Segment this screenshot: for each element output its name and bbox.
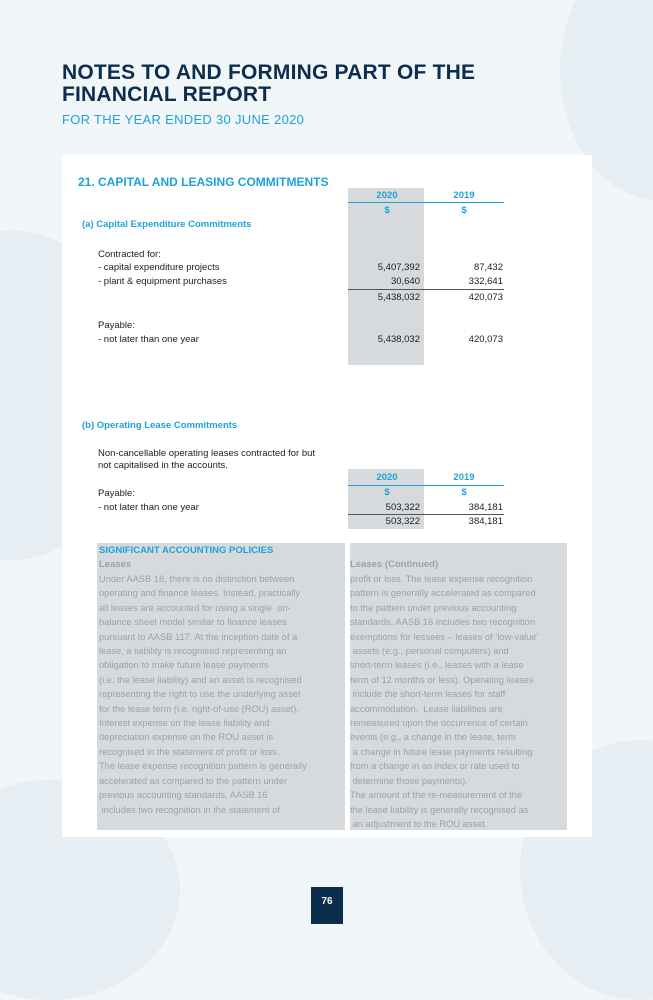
capex-row-label: - plant & equipment purchases — [98, 276, 227, 287]
subtotal-rule — [348, 289, 504, 290]
payable-label: Payable: — [98, 320, 135, 331]
column-header-rule — [348, 202, 504, 203]
capex-row-label: - capital expenditure projects — [98, 262, 220, 273]
lease-description-line-1: Non-cancellable operating leases contracted for but — [98, 448, 316, 459]
column-header-2019: 2019 — [453, 190, 475, 201]
section-title: 21. CAPITAL AND LEASING COMMITMENTS — [78, 175, 329, 189]
policies-left-text: Under AASB 16, there is no distinction between operating and finance leases. Instead, practically all leases are accounted for using a single on- balance sheet model similar to finance leases pursuant to AASB 117. At the inception date of a lease, a liability is recognised representing an obligation to make future lease payments (i.e. the lease liability) and an asset is recognised representing the right to use the underlying asset for the lease term (i.e. right-of-use (ROU) asset). Interest expense on the lease liability and depreciation expense on the ROU asset is recognised in the statement of profit or loss. The lease expense recognition pattern is generally accelerated as compared to the pattern under previous accounting standards. AASB 16 includes two recognition in the statement of — [99, 574, 307, 815]
payable-value-2019: 420,073 — [468, 334, 503, 345]
lease-total-2020: 503,322 — [385, 516, 420, 527]
page-title — [62, 62, 475, 106]
page-title-line-1: NOTES TO AND FORMING PART OF THE — [62, 61, 476, 84]
lease-payable-label: Payable: — [98, 488, 135, 499]
lease-heading: (b) Operating Lease Commitments — [82, 420, 238, 431]
lease-description-line-2: not capitalised in the accounts. — [98, 460, 228, 471]
content-card — [62, 155, 592, 837]
capex-total-2019: 420,073 — [468, 292, 503, 303]
page-number: 76 — [311, 887, 343, 924]
column-header-2019: 2019 — [453, 472, 475, 483]
lease-payable-value-2019: 384,181 — [468, 502, 503, 513]
currency-2020: $ — [384, 487, 390, 498]
lease-payable-row-label: - not later than one year — [98, 502, 199, 513]
page-subtitle: FOR THE YEAR ENDED 30 JUNE 2020 — [62, 112, 305, 127]
policies-right-text: profit or loss. The lease expense recognition pattern is generally accelerated as compared to the pattern under previous accounting standards. AASB 16 includes two recognition exemptions for lessees – leases of ‘low-value’ assets (e.g., personal computers) and short-term leases (i.e., leases with a lease term of 12 months or less). Operating leases include the short-term leases for staff accommodation. Lease liabilities are remeasured upon the occurrence of certain events (e.g., a change in the lease, term a change in future lease payments resulting from a change in an index or rate used to determine those payments). The amount of the re-measurement of the the lease liability is generally recognised as an adjustment to the ROU asset. — [350, 574, 539, 829]
payable-row-label: - not later than one year — [98, 334, 199, 345]
capex-row-value-2020: 5,407,392 — [377, 262, 420, 273]
capex-row-value-2019: 332,641 — [468, 276, 503, 287]
contracted-label: Contracted for: — [98, 249, 161, 260]
currency-2020: $ — [384, 205, 390, 216]
lease-total-2019: 384,181 — [468, 516, 503, 527]
column-header-2020: 2020 — [376, 472, 398, 483]
lease-payable-value-2020: 503,322 — [385, 502, 420, 513]
capex-total-2020: 5,438,032 — [377, 292, 420, 303]
column-header-rule — [348, 485, 504, 486]
page-title-line-2: FINANCIAL REPORT — [62, 83, 272, 106]
policies-heading: SIGNIFICANT ACCOUNTING POLICIES — [99, 545, 274, 556]
capex-row-value-2019: 87,432 — [473, 262, 503, 273]
column-header-2020: 2020 — [376, 190, 398, 201]
policies-left-subheading: Leases — [99, 559, 132, 570]
payable-value-2020: 5,438,032 — [377, 334, 420, 345]
currency-2019: $ — [461, 205, 467, 216]
currency-2019: $ — [461, 487, 467, 498]
lease-subtotal-rule — [348, 514, 504, 515]
capex-heading: (a) Capital Expenditure Commitments — [82, 219, 252, 230]
capex-row-value-2020: 30,640 — [390, 276, 420, 287]
policies-right-subheading: Leases (Continued) — [350, 559, 439, 570]
